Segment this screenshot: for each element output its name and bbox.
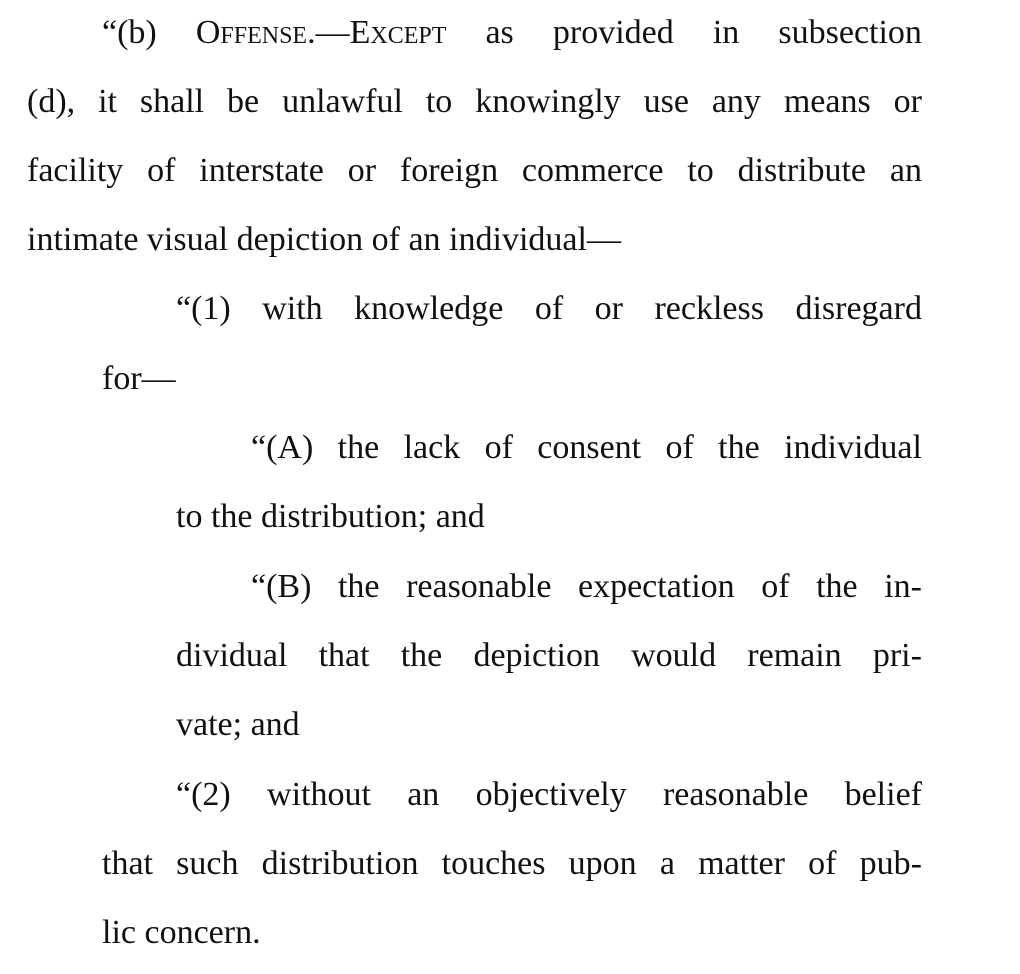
word: provided <box>552 14 674 51</box>
line-text: for— <box>102 360 176 397</box>
word: “(B) <box>251 568 312 605</box>
paragraph-1-line-2 <box>102 354 176 404</box>
word: (d), <box>27 83 76 120</box>
word: to <box>425 83 453 120</box>
word: or <box>347 152 377 189</box>
word: of <box>665 429 694 466</box>
offense-heading: Offense.—Except <box>195 14 447 51</box>
word: to <box>687 152 714 189</box>
paragraph-2-line-3 <box>102 908 261 958</box>
line-text: to the distribution; and <box>176 498 485 535</box>
subparagraph-a-line-1 <box>251 423 922 473</box>
word: pub- <box>859 845 922 882</box>
word: shall <box>139 83 205 120</box>
word: remain <box>747 637 842 674</box>
word: reckless <box>654 290 764 327</box>
word: dividual <box>176 637 288 674</box>
word: that <box>102 845 153 882</box>
word: commerce <box>521 152 664 189</box>
subsection-b-line-1 <box>102 8 922 58</box>
word: of <box>808 845 837 882</box>
word: individual <box>784 429 922 466</box>
word: distribute <box>737 152 867 189</box>
paragraph-2-line-2 <box>102 839 922 889</box>
word: or <box>893 83 922 120</box>
word: without <box>267 776 371 813</box>
word: depiction <box>473 637 600 674</box>
word: with <box>262 290 323 327</box>
word: of <box>147 152 176 189</box>
word: it <box>98 83 117 120</box>
subparagraph-b-line-1 <box>251 562 922 612</box>
word: distribution <box>261 845 419 882</box>
word: a <box>659 845 675 882</box>
word: lack <box>403 429 461 466</box>
word: of <box>484 429 513 466</box>
subparagraph-b-line-3 <box>176 700 300 750</box>
word: disregard <box>795 290 922 327</box>
subsection-b-line-3 <box>27 146 922 196</box>
subsection-b-line-4 <box>27 215 621 265</box>
word: “(2) <box>176 776 231 813</box>
word: pri- <box>872 637 922 674</box>
word: belief <box>844 776 922 813</box>
word: reasonable <box>662 776 809 813</box>
word: foreign <box>399 152 499 189</box>
paragraph-2-line-1 <box>176 770 922 820</box>
word: matter <box>698 845 785 882</box>
word: the <box>400 637 443 674</box>
word: of <box>761 568 790 605</box>
word: expectation <box>577 568 735 605</box>
word: upon <box>568 845 637 882</box>
word: or <box>594 290 623 327</box>
word: that <box>318 637 370 674</box>
paragraph-1-line-1 <box>176 284 922 334</box>
word: use <box>643 83 689 120</box>
word: in- <box>884 568 922 605</box>
word: the <box>816 568 858 605</box>
word: an <box>407 776 440 813</box>
word: as <box>485 14 514 51</box>
word: interstate <box>199 152 324 189</box>
word: means <box>783 83 871 120</box>
subparagraph-a-line-2 <box>176 492 485 542</box>
word: subsection <box>778 14 922 51</box>
word: in <box>712 14 740 51</box>
line-text: vate; and <box>176 706 300 743</box>
subparagraph-b-line-2 <box>176 631 922 681</box>
word: the <box>337 568 380 605</box>
word: an <box>889 152 922 189</box>
word: such <box>176 845 239 882</box>
word: objectively <box>475 776 627 813</box>
subsection-b-line-2 <box>27 77 922 127</box>
word: knowingly <box>475 83 621 120</box>
word: the <box>718 429 760 466</box>
word: “(1) <box>176 290 231 327</box>
word: “(A) <box>251 429 314 466</box>
word: be <box>227 83 260 120</box>
line-text: lic concern. <box>102 914 261 951</box>
word: touches <box>441 845 546 882</box>
word: “(b) <box>102 14 157 51</box>
word: facility <box>27 152 124 189</box>
word: reasonable <box>406 568 552 605</box>
word: unlawful <box>282 83 403 120</box>
word: the <box>337 429 380 466</box>
word: consent <box>537 429 642 466</box>
line-text: intimate visual depiction of an individual— <box>27 221 621 258</box>
word: knowledge <box>354 290 504 327</box>
word: would <box>631 637 717 674</box>
word: of <box>534 290 564 327</box>
word: any <box>711 83 761 120</box>
